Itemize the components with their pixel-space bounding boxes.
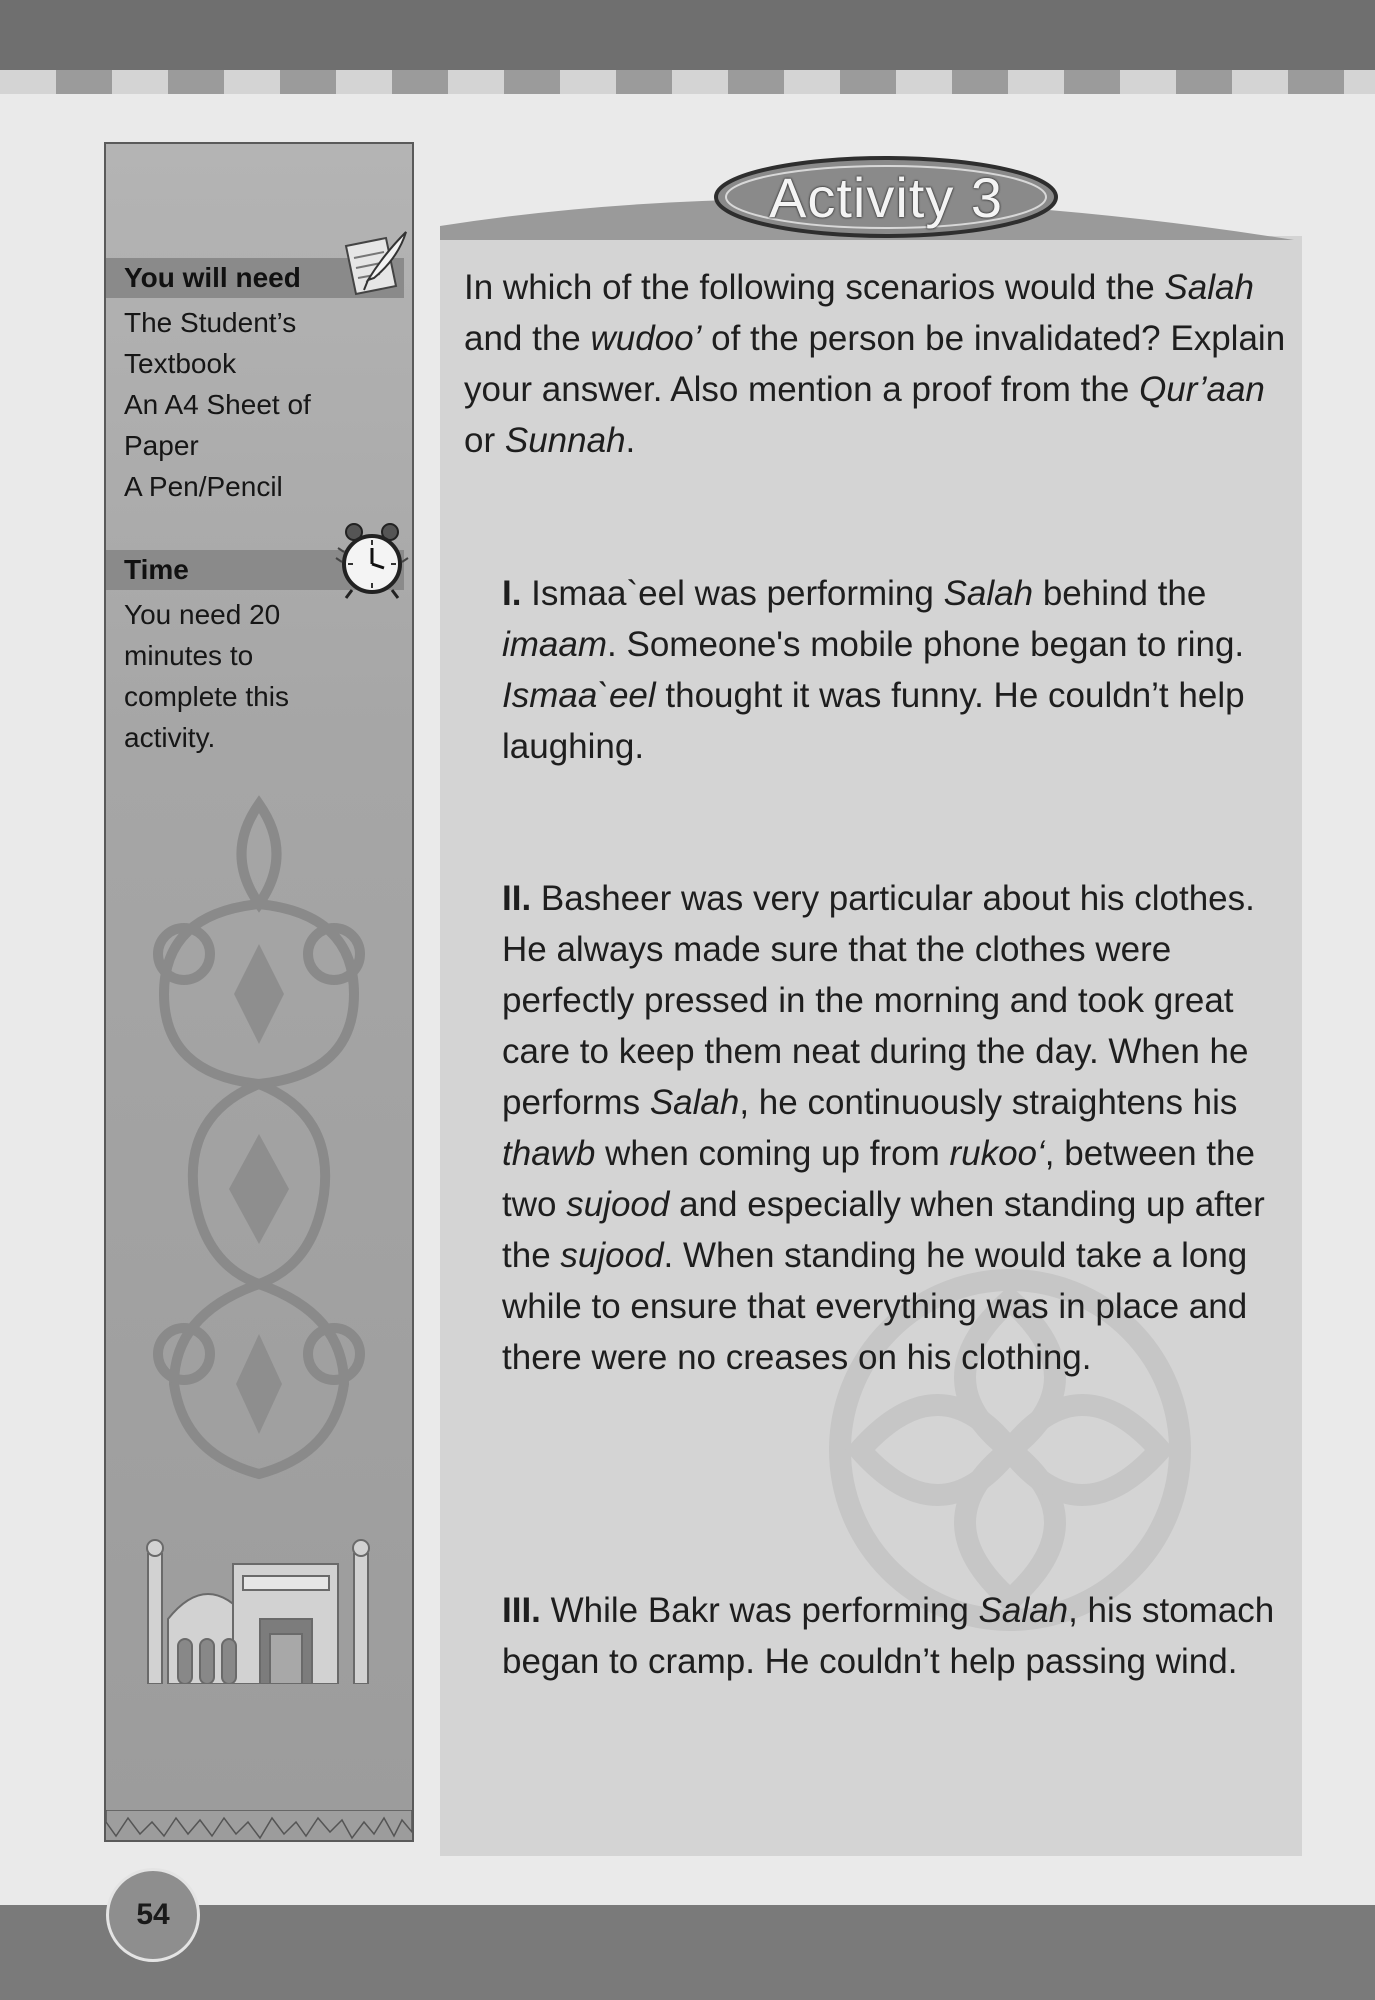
sidebar [104,142,414,1842]
scenario-text: , he continuously straightens his [739,1083,1238,1122]
scenario-term: rukoo‘ [949,1134,1045,1173]
scenario-2 [502,873,1302,1383]
need-item: A Pen/Pencil [124,471,283,502]
scenario-1 [502,568,1302,772]
scenario-term: thawb [502,1134,596,1173]
top-band [0,0,1375,70]
scenario-term: Salah [943,574,1034,613]
checker-strip [0,70,1375,94]
question-term: Salah [1164,268,1254,307]
scenario-3 [502,1585,1302,1687]
scenario-term: Ismaa`eel [502,676,656,715]
scenario-text: Basheer was very particular about his clothes. He always made sure that the clothes were perfectly pressed in the morning and took great care to keep them neat during the day. When he performs [502,879,1255,1122]
question-text: . [625,421,636,460]
time-text: minutes to [124,640,254,671]
scenario-term: imaam [502,625,608,664]
scenario-text: and especially when standing up after the [502,1185,1265,1275]
scenario-text: , his stomach began to cramp. He couldn’t help passing wind. [502,1591,1275,1681]
scenario-text: While Bakr was performing [540,1591,979,1630]
question-text: In which of the following scenarios would the [464,268,1165,307]
scenario-term: sujood [560,1236,664,1275]
time-text: You need 20 [124,599,281,630]
activity-title: Activity 3 [768,165,1004,229]
scenario-text: behind the [1033,574,1207,613]
time-label: Time [104,550,404,590]
need-item: The Student’s [124,307,297,338]
scenario-numeral: II. [502,879,532,918]
time-text: complete this [124,681,289,712]
scenario-text: Ismaa`eel was performing [521,574,944,613]
scenario-text: when coming up from [595,1134,950,1173]
scenario-text: . When standing he would take a long while to ensure that everything was in place and there were no creases on his clothing. [502,1236,1248,1377]
scenario-term: Salah [978,1591,1069,1630]
alarm-clock-icon [332,518,412,602]
need-label: You will need [104,258,404,298]
torn-edge [106,1810,412,1840]
scenario-numeral: III. [502,1591,541,1630]
question-term: wudoo’ [590,319,702,358]
scenario-numeral: I. [502,574,522,613]
question-text: or [464,421,505,460]
quill-paper-icon [338,228,410,300]
question-text: of the person be invalidated? Explain your answer. Also mention a proof from the [464,319,1286,409]
activity-question [464,262,1294,466]
time-text: activity. [124,722,216,753]
bottom-band [0,1905,1375,2000]
need-item: Textbook [124,348,237,379]
scenario-text: . Someone's mobile phone began to ring. [607,625,1245,664]
page-number: 54 [106,1868,200,1962]
question-text: and the [464,319,591,358]
question-term: Sunnah [504,421,626,460]
scenario-term: Salah [649,1083,740,1122]
need-item: Paper [124,430,199,461]
need-item: An A4 Sheet of [124,389,311,420]
arabesque-ornament [124,794,394,1484]
question-term: Qur’aan [1139,370,1265,409]
mosque-illustration [138,1524,378,1684]
scenario-text: thought it was funny. He couldn’t help laughing. [502,676,1245,766]
scenario-term: sujood [566,1185,670,1224]
scenario-text: , between the two [502,1134,1255,1224]
